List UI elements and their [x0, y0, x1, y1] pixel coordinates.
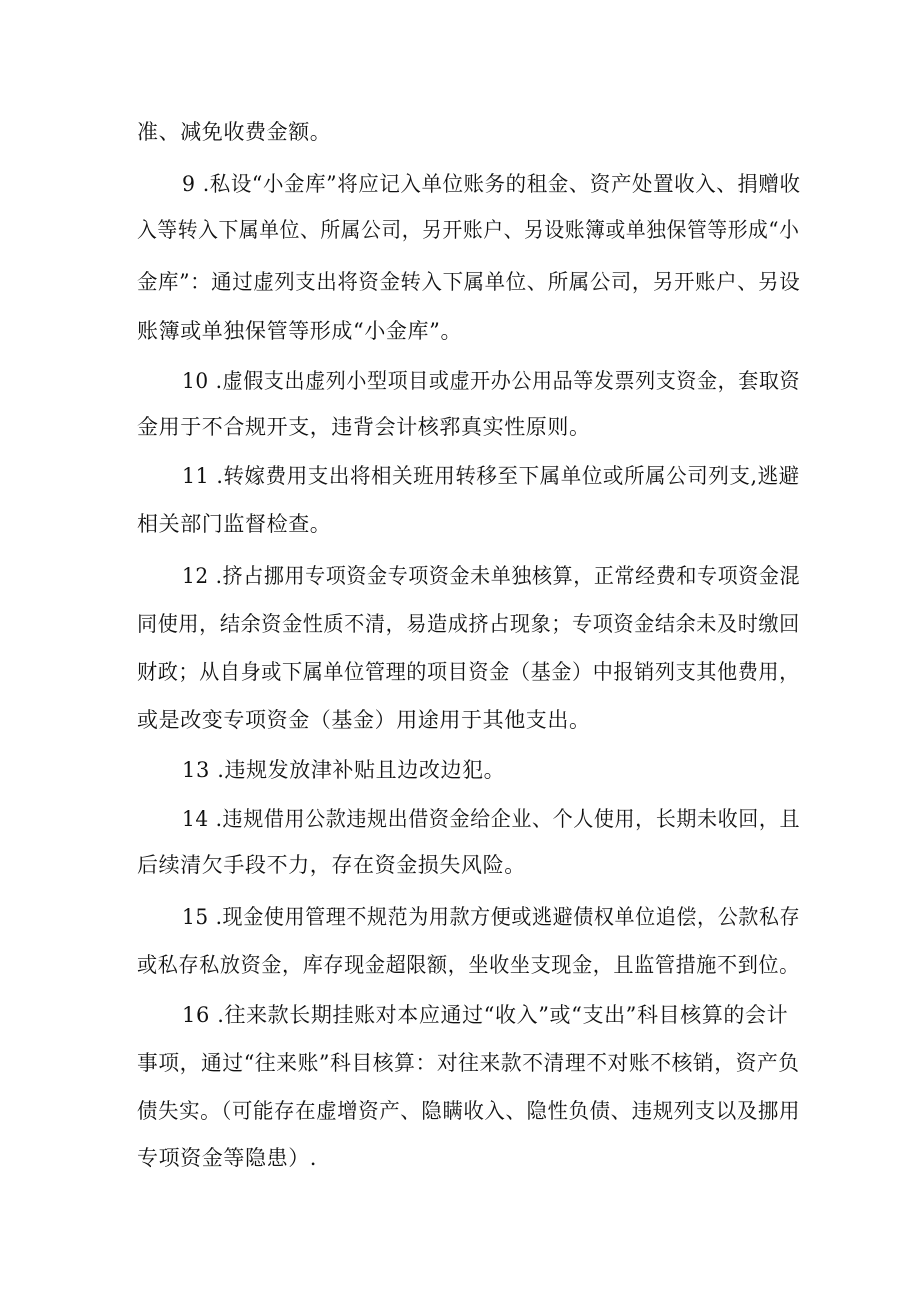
paragraph-15-line-1: 15 .现金使用管理不规范为用款方便或逃避债权单位追偿，公款私存: [182, 905, 801, 929]
paragraph-10-line-2: 金用于不合规开支，违背会计核郛真实性原则。: [137, 415, 591, 439]
paragraph-16-line-2: 事项，通过“往来账”科目核算：对往来款不清理不对账不核销，资产负: [137, 1051, 800, 1075]
paragraph-12-line-4: 或是改变专项资金（基金）用途用于其他支出。: [137, 708, 591, 732]
paragraph-13-line-1: 13 .违规发放津补贴且边改边犯。: [182, 758, 506, 782]
paragraph-12-line-1: 12 .挤占挪用专项资金专项资金未单独核算，正常经费和专项资金混: [182, 564, 801, 588]
paragraph-16-line-3: 债失实。（可能存在虚增资产、隐瞒收入、隐性负债、违规列支以及挪用: [137, 1099, 801, 1123]
paragraph-11-line-1: 11 .转嫁费用支出将相关班用转移至下属单位或所属公司列支,逃避: [182, 464, 800, 488]
paragraph-16-line-4: 专项资金等隐患）.: [137, 1146, 318, 1170]
paragraph-15-line-2: 或私存私放资金，库存现金超限额，坐收坐支现金，且监管措施不到位。: [137, 953, 800, 977]
paragraph-9-line-1: 9 .私设“小金库”将应记入单位账务的租金、资产处置收入、捐赠收: [182, 172, 801, 196]
paragraph-9-line-3: 金库”：通过虚列支出将资金转入下属单位、所属公司，另开账户、另设: [137, 270, 801, 294]
paragraph-14-line-2: 后续清欠手段不力，存在资金损失风险。: [137, 853, 526, 877]
paragraph-continuation-line-1: 准、减免收费金额。: [137, 120, 332, 144]
paragraph-12-line-2: 同使用，结余资金性质不清，易造成挤占现象；专项资金结余未及时缴回: [137, 612, 800, 636]
paragraph-11-line-2: 相关部门监督检查。: [137, 512, 332, 536]
paragraph-12-line-3: 财政；从自身或下属单位管理的项目资金（基金）中报销列支其他费用，: [137, 660, 800, 684]
paragraph-10-line-1: 10 .虚假支出虚列小型项目或虚开办公用品等发票列支资金，套取资: [182, 369, 801, 393]
paragraph-9-line-2: 入等转入下属单位、所属公司，另开账户、另设账簿或单独保管等形成“小: [137, 218, 800, 242]
paragraph-16-line-1: 16 .往来款长期挂账对本应通过“收入”或“支出”科目核算的会计: [182, 1003, 789, 1027]
paragraph-9-line-4: 账簿或单独保管等形成“小金库”。: [137, 319, 463, 343]
paragraph-14-line-1: 14 .违规借用公款违规出借资金给企业、个人使用，长期未收回，且: [182, 807, 801, 831]
